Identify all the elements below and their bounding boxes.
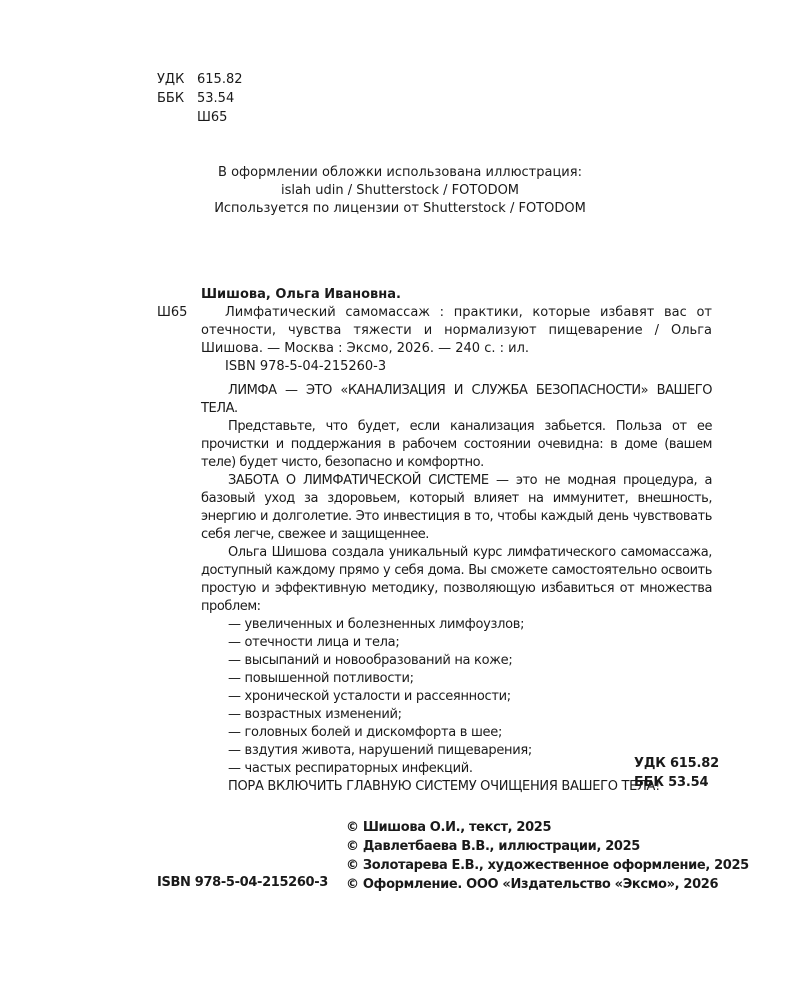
- credit-line-3: Используется по лицензии от Shutterstock / FOTODOM: [214, 201, 586, 216]
- record-title: Лимфатический самомассаж : практики, которые избавят вас от отечности, чувства тяжести и нормализуют пищеварение / Ольга Шишова. — Москва : Эксмо, 2026. — 240 с. : ил.: [201, 305, 712, 356]
- annotation-heading: ЛИМФА — ЭТО «КАНАЛИЗАЦИЯ И СЛУЖБА БЕЗОПАСНОСТИ» ВАШЕГО ТЕЛА.: [201, 383, 712, 416]
- udk-row: [157, 70, 243, 89]
- classification-codes: [157, 70, 243, 127]
- annotation-paragraph-3: Ольга Шишова создала уникальный курс лимфатического самомассажа, доступный каждому прямо у себя дома. Вы сможете самостоятельно освоить простую и эффективную методику, позволяющую избавиться от множества проблем:: [201, 545, 712, 614]
- list-item: — высыпаний и новообразований на коже;: [228, 653, 513, 668]
- bibliographic-record: [201, 286, 712, 796]
- list-item: — вздутия живота, нарушений пищеварения;: [228, 743, 532, 758]
- udk-bbk-block: [634, 754, 719, 792]
- annotation-paragraph-1: Представьте, что будет, если канализация забьется. Польза от ее прочистки и поддержания в рабочем состоянии очевидна: в доме (вашем теле) будет чисто, безопасно и комфортно.: [201, 419, 712, 470]
- credit-line-2: islah udin / Shutterstock / FOTODOM: [280, 183, 520, 198]
- list-item: — хронической усталости и рассеянности;: [228, 689, 511, 704]
- isbn-bottom: ISBN 978-5-04-215260-3: [157, 875, 328, 890]
- copyright-line: © Шишова О.И., текст, 2025: [346, 820, 552, 835]
- udk-value: 615.82: [197, 72, 243, 87]
- bbk-value: 53.54: [197, 91, 235, 106]
- udk-bold: УДК 615.82: [634, 756, 719, 771]
- list-item: — головных болей и дискомфорта в шее;: [228, 725, 503, 740]
- copyright-block: [346, 818, 749, 894]
- credit-line-1: В оформлении обложки использована иллюстрация:: [218, 165, 582, 180]
- annotation: [201, 382, 712, 796]
- bbk-row: [157, 89, 243, 108]
- list-item: — увеличенных и болезненных лимфоузлов;: [228, 617, 525, 632]
- list-item: — возрастных изменений;: [228, 707, 402, 722]
- record-isbn: ISBN 978-5-04-215260-3: [225, 359, 387, 374]
- author-sign-label: [157, 108, 197, 127]
- copyright-line: © Оформление. ООО «Издательство «Эксмо», 2026: [346, 877, 719, 892]
- record-side-code: Ш65: [157, 305, 188, 320]
- author-sign-value: Ш65: [197, 110, 228, 125]
- bbk-label: ББК: [157, 91, 185, 106]
- bbk-bold: ББК 53.54: [634, 775, 709, 790]
- list-item: — повышенной потливости;: [228, 671, 414, 686]
- record-author: Шишова, Ольга Ивановна.: [201, 287, 401, 302]
- copyright-line: © Золотарева Е.В., художественное оформление, 2025: [346, 858, 749, 873]
- annotation-closing: ПОРА ВКЛЮЧИТЬ ГЛАВНУЮ СИСТЕМУ ОЧИЩЕНИЯ ВАШЕГО ТЕЛА!: [228, 779, 661, 794]
- cover-illustration-credit: [0, 164, 800, 218]
- udk-label: УДК: [157, 72, 185, 87]
- list-item: — частых респираторных инфекций.: [228, 761, 473, 776]
- annotation-paragraph-2: ЗАБОТА О ЛИМФАТИЧЕСКОЙ СИСТЕМЕ — это не модная процедура, а базовый уход за здоровьем, который влияет на иммунитет, внешность, энергию и долголетие. Это инвестиция в то, чтобы каждый день чувствовать себя легче, свежее и защищеннее.: [201, 473, 712, 542]
- list-item: — отечности лица и тела;: [228, 635, 400, 650]
- copyright-line: © Давлетбаева В.В., иллюстрации, 2025: [346, 839, 640, 854]
- author-sign-row: [157, 108, 243, 127]
